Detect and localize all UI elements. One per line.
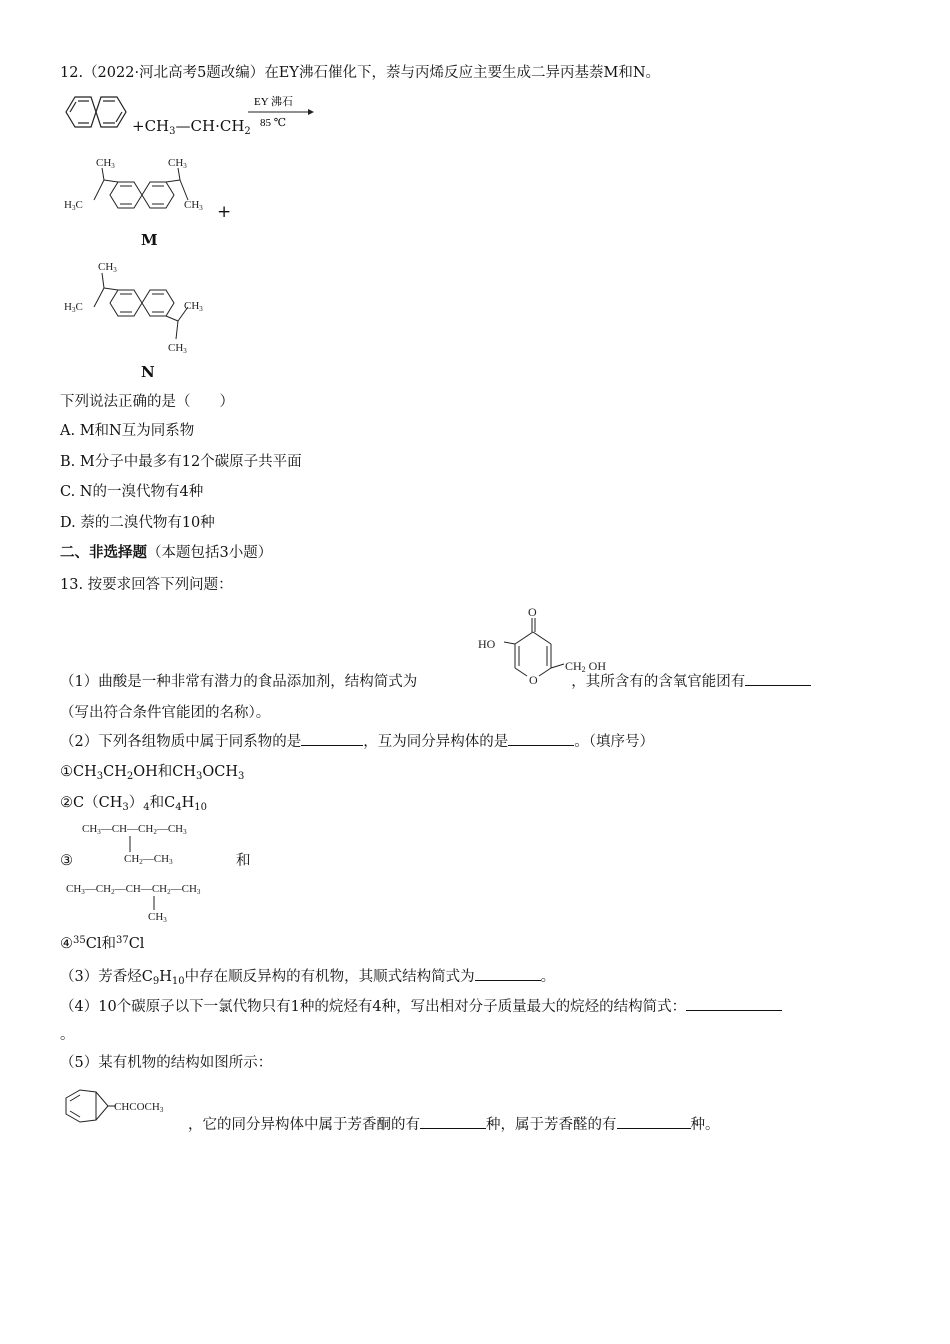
q12-option-b: B. M分子中最多有12个碳原子共平面 [60, 454, 302, 470]
q13-part3: （3）芳香烃$C_9H_{10}$中存在顺反异构的有机物，其顺式结构简式为 。 [60, 966, 555, 987]
q13-item4: ④$^{35}$Cl和$^{37}$Cl [60, 935, 145, 952]
svg-text:O: O [529, 673, 538, 687]
reaction-arrow [244, 92, 316, 132]
q12-stem [60, 63, 660, 83]
svg-text:CH2—CH3: CH2—CH3 [124, 853, 173, 866]
section2-title: 二、非选择题 [60, 544, 147, 561]
svg-text:CH3: CH3 [184, 199, 203, 212]
section2-note: （本题包括3小题） [147, 545, 273, 561]
q12-prompt: 下列说法正确的是（ ） [60, 394, 234, 410]
arrow-temperature: 85 ℃ [260, 117, 287, 129]
q12-option-a: A. M和N互为同系物 [60, 423, 195, 439]
item3-and: 和 [236, 853, 251, 869]
svg-text:CH2OH: CH2 OH [565, 659, 607, 674]
answer-blank-kojic-groups[interactable] [745, 671, 811, 686]
svg-text:H3C: H3C [64, 199, 83, 212]
svg-text:CH3: CH3 [168, 342, 187, 355]
q13-item1: $①CH_3CH_2OH$和$CH_3OCH_3$ [60, 764, 245, 782]
svg-text:CH3—CH2—CH—CH2—CH3: CH3—CH2—CH—CH2—CH3 [66, 883, 201, 896]
part5-structure [60, 1084, 190, 1130]
q13-part4-line1: （4）10个碳原子以下一氯代物只有1种的烷烃有4种，写出相对分子质量最大的烷烃的结构简式： [60, 996, 782, 1017]
svg-text:HO: HO [478, 637, 496, 651]
plus-sign: + [217, 202, 232, 222]
label-M: M [141, 231, 158, 249]
label-N: N [141, 363, 155, 381]
item3-structures [60, 814, 270, 928]
svg-text:CH3: CH3 [184, 300, 203, 313]
svg-text:O: O [528, 605, 537, 619]
q13-intro: 13. 按要求回答下列问题： [60, 577, 233, 593]
propene-formula: $+CH_3—CH\cdot CH_2$ [132, 117, 251, 137]
q13-part5: （5）某有机物的结构如图所示： [60, 1055, 273, 1071]
q12-source: （2022·河北高考5题改编） [83, 65, 265, 81]
svg-text:CH3: CH3 [168, 157, 187, 170]
naphthalene-structure [62, 92, 132, 132]
q13-part5-question: ，它的同分异构体中属于芳香酮的有 种，属于芳香醛的有 种。 [188, 1114, 720, 1135]
q13-part1-line2: （写出符合条件官能团的名称）。 [60, 705, 271, 721]
q13-part4-line2: 。 [60, 1027, 75, 1043]
answer-blank-homologues[interactable] [301, 731, 363, 746]
answer-blank-aromatic-aldehydes[interactable] [617, 1114, 691, 1129]
svg-text:CH3: CH3 [98, 261, 117, 274]
molecule-N-structure [60, 255, 240, 360]
arrow-catalyst: EY 沸石 [254, 96, 294, 108]
answer-blank-isomers[interactable] [508, 731, 574, 746]
svg-text:CH3: CH3 [96, 157, 115, 170]
answer-blank-cis-structure[interactable] [475, 966, 541, 981]
answer-blank-alkane-structure[interactable] [686, 996, 782, 1011]
q12-stem-text: 在EY沸石催化下，萘与丙烯反应主要生成二异丙基萘M和N。 [264, 65, 661, 81]
svg-text:CH3—CH—CH2—CH3: CH3—CH—CH2—CH3 [82, 823, 187, 836]
answer-blank-aromatic-ketones[interactable] [420, 1114, 486, 1129]
q12-option-c: C. N的一溴代物有4种 [60, 484, 204, 500]
q12-option-d: D. 萘的二溴代物有10种 [60, 515, 215, 531]
svg-text:CH3: CH3 [148, 911, 167, 924]
q13-part2: （2）下列各组物质中属于同系物的是 ，互为同分异构体的是 。（填序号） [60, 731, 654, 752]
q12-number: 12. [60, 65, 84, 81]
molecule-M-structure [60, 150, 240, 230]
q13-item2: $②C(CH_3)_4$和$C_4H_{10}$ [60, 795, 207, 813]
section2-heading [60, 543, 272, 563]
q13-part1-line1: （1）曲酸是一种非常有潜力的食品添加剂，结构简式为 ，其所含有的含氧官能团有 [60, 671, 811, 692]
svg-text:H3C: H3C [64, 301, 83, 314]
item3-number: ③ [60, 853, 73, 869]
svg-text:CHCOCH3: CHCOCH3 [114, 1101, 164, 1114]
